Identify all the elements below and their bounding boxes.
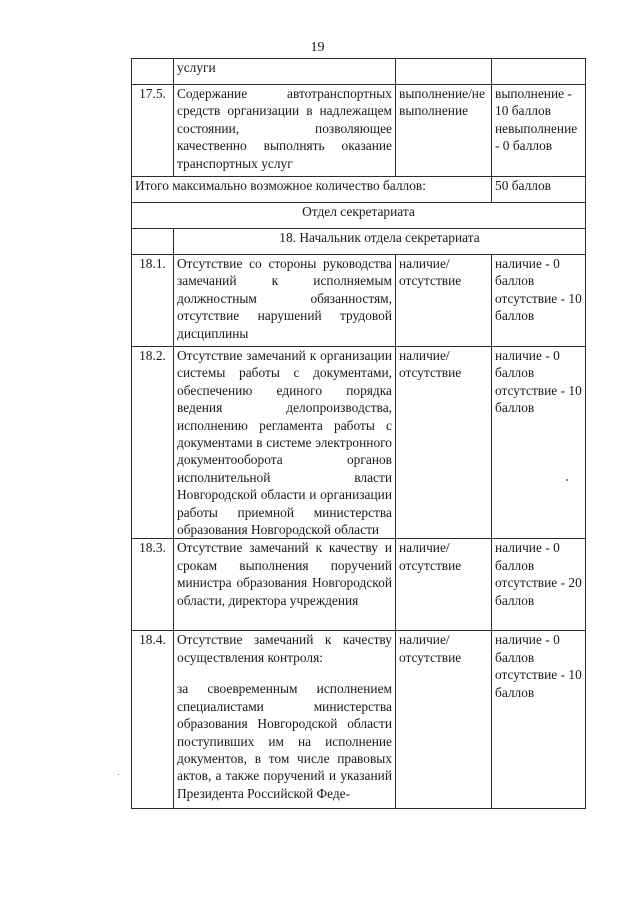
scan-speck (566, 479, 568, 481)
criterion-number: 18.4. (132, 631, 174, 809)
criterion-number: 17.5. (132, 85, 174, 177)
criterion-description: Отсутствие замечаний к качеству и срокам выполнения поручений министра образования Новгородской области, директора учреждения (174, 539, 396, 631)
section-row (132, 229, 586, 255)
criterion-method: наличие/отсутствие (396, 255, 492, 347)
criterion-method: наличие/отсутствие (396, 539, 492, 631)
total-value: 50 баллов (492, 177, 586, 203)
criterion-method: выполнение/невыполнение (396, 85, 492, 177)
criterion-description: Отсутствие замечаний к качеству осуществления контроля: (177, 632, 392, 665)
department-heading: Отдел секретариата (132, 203, 586, 229)
criterion-description: Содержание автотранспортных средств организации в надлежащем состоянии, позволяющее качественно выполнять оказание транспортных услуг (174, 85, 396, 177)
total-row (132, 177, 586, 203)
criterion-description: Отсутствие со стороны руководства замечаний к исполняемым должностным обязанностям, отсутствие нарушений трудовой дисциплины (174, 255, 396, 347)
criterion-number: 18.1. (132, 255, 174, 347)
criterion-score: наличие - 0 баллов отсутствие - 10 баллов (492, 255, 586, 347)
criterion-description: услуги (174, 59, 396, 85)
table-row (132, 59, 586, 85)
total-label: Итого максимально возможное количество баллов: (132, 177, 492, 203)
table-row (132, 347, 586, 539)
criterion-score: наличие - 0 баллов отсутствие - 10 баллов (492, 631, 586, 809)
position-heading: 18. Начальник отдела секретариата (174, 229, 586, 255)
table-row (132, 631, 586, 809)
criteria-table (131, 58, 586, 809)
criterion-subdescription: за своевременным исполнением специалистами министерства образования Новгородской области поступивших им на исполнение документов, в том числе правовых актов, а также поручений и указаний Президента Российской Феде- (177, 681, 392, 801)
criterion-method: наличие/отсутствие (396, 631, 492, 809)
section-row (132, 203, 586, 229)
criterion-method: наличие/отсутствие (396, 347, 492, 539)
scan-speck (118, 774, 119, 775)
criterion-score: выполнение - 10 баллов невыполнение - 0 баллов (492, 85, 586, 177)
page-number: 19 (310, 40, 325, 55)
criterion-number: 18.2. (132, 347, 174, 539)
criterion-description: Отсутствие замечаний к организации системы работы с документами, обеспечению единого порядка ведения делопроизводства, исполнению регламента работы с документами в системе электронного документооборота органов исполнительной власти Новгородской области и организации работы приемной министерства образования Новгородской области (174, 347, 396, 539)
table-row (132, 539, 586, 631)
criterion-score: наличие - 0 баллов отсутствие - 20 баллов (492, 539, 586, 631)
table-row (132, 85, 586, 177)
criterion-score: наличие - 0 баллов отсутствие - 10 баллов (492, 347, 586, 539)
table-row (132, 255, 586, 347)
criterion-number: 18.3. (132, 539, 174, 631)
